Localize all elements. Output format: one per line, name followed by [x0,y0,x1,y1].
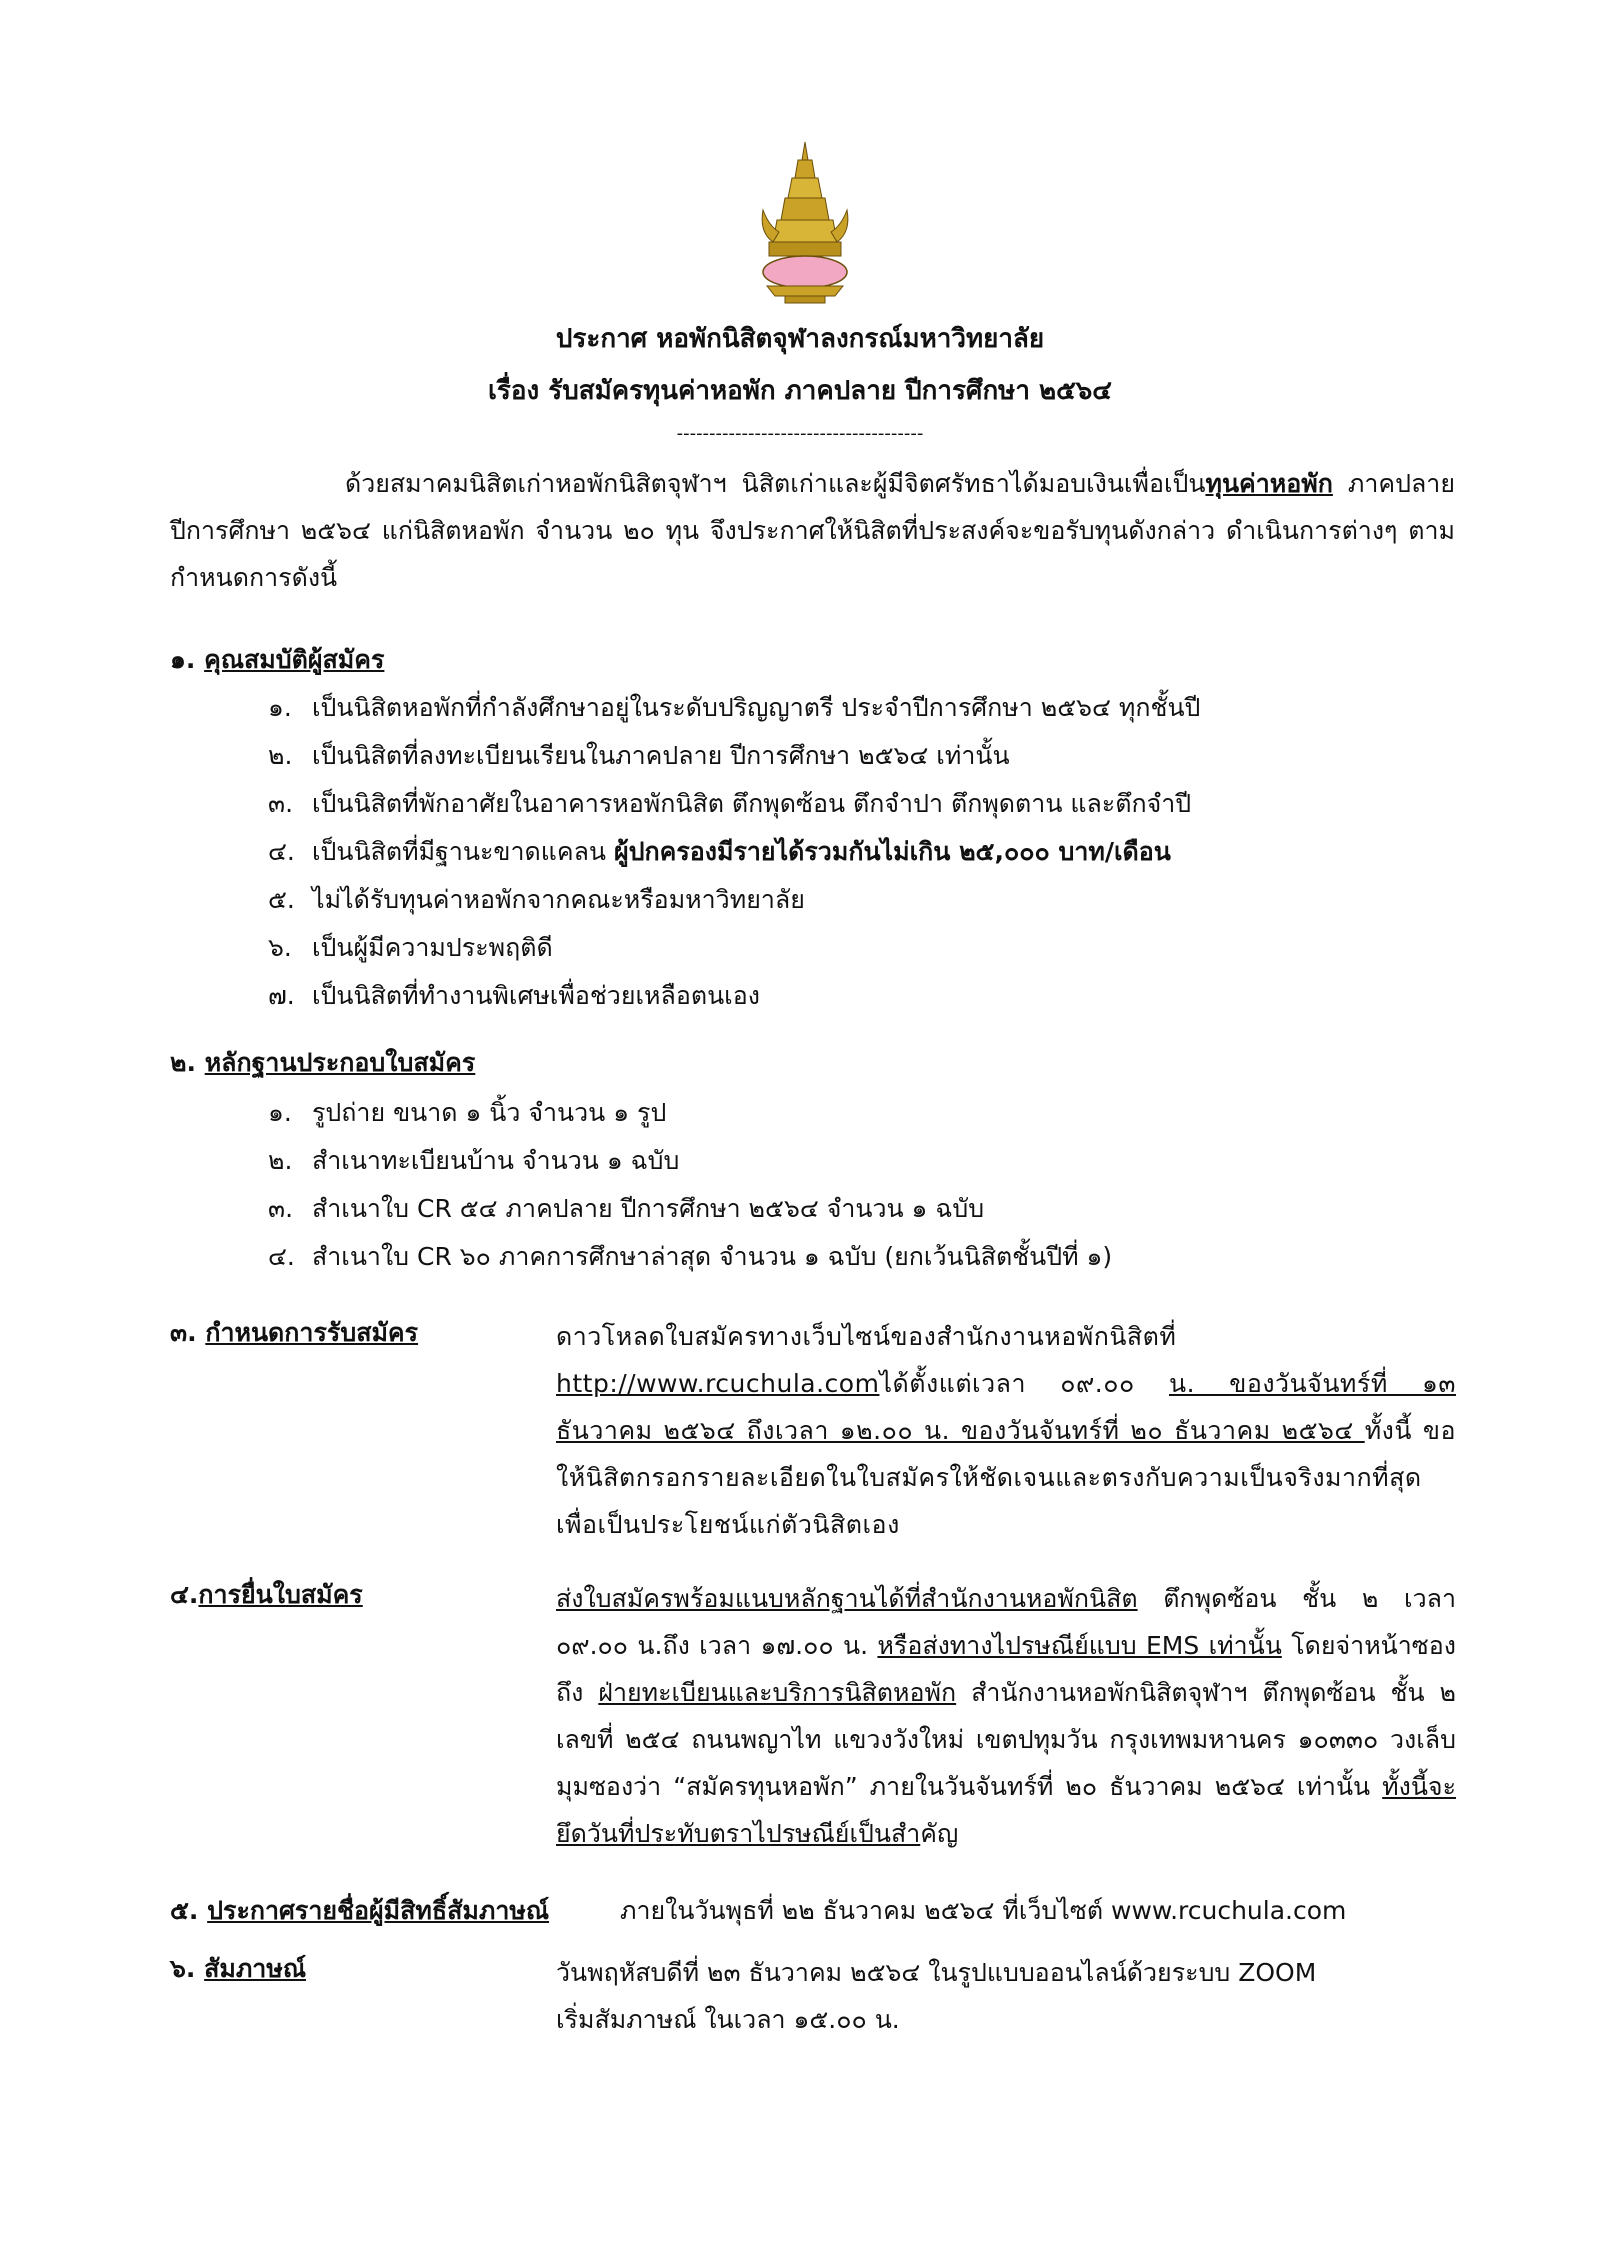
item-number: ๓. [268,789,294,818]
section2-title: หลักฐานประกอบใบสมัคร [204,1048,476,1077]
section3-title: กำหนดการรับสมัคร [205,1318,419,1347]
section2-item [268,1093,666,1133]
section4-text-4: คัญ [920,1819,959,1848]
section1-item [268,880,805,920]
item-number: ๑. [268,1098,292,1127]
section1-item [268,832,1171,872]
section3-body [556,1313,1456,1548]
item-income-limit: ผู้ปกครองมีรายได้รวมกันไม่เกิน ๒๕,๐๐๐ บาท/เดือน [613,837,1171,866]
section4-postmark-note: ทั้งนี้จะยึดวันที่ประทับตราไปรษณีย์เป็นสำ [556,1772,1456,1848]
section4-ems-only: หรือส่งทางไปรษณีย์แบบ EMS เท่านั้น [877,1631,1282,1660]
section4-text-3: สำนักงานหอพักนิสิตจุฬาฯ ตึกพุดซ้อน ชั้น ๒ เลขที่ ๒๕๔ ถนนพญาไท แขวงวังใหม่ เขตปทุมวัน กรุงเทพมหานคร ๑๐๓๓๐ วงเล็บมุมซองว่า “สมัครทุนหอพัก” ภายในวันจันทร์ที่ ๒๐ ธันวาคม ๒๕๖๔ เท่านั้น [556,1678,1456,1801]
item-number: ๔. [268,1242,295,1271]
section1-item [268,736,1010,776]
section4-body [556,1575,1456,1857]
item-text: เป็นนิสิตหอพักที่กำลังศึกษาอยู่ในระดับปริญญาตรี ประจำปีการศึกษา ๒๕๖๔ ทุกชั้นปี [312,693,1201,722]
item-number: ๔. [268,837,295,866]
intro-text-before: ด้วยสมาคมนิสิตเก่าหอพักนิสิตจุฬาฯ นิสิตเก่าและผู้มีจิตศรัทธาได้มอบเงินเพื่อเป็น [345,469,1206,498]
item-text: เป็นนิสิตที่มีฐานะขาดแคลน [312,837,614,866]
section2-item [268,1141,679,1181]
item-number: ๕. [268,885,295,914]
section2-heading [170,1043,475,1083]
intro-text-after: ภาคปลาย ปีการศึกษา ๒๕๖๔ แก่นิสิตหอพัก จำนวน ๒๐ ทุน จึงประกาศให้นิสิตที่ประสงค์จะขอรับทุนดังกล่าว ดำเนินการต่างๆ ตามกำหนดการดังนี้ [170,469,1455,592]
section5-heading [170,1891,549,1931]
item-text: ไม่ได้รับทุนค่าหอพักจากคณะหรือมหาวิทยาลัย [312,885,805,914]
section6-title: สัมภาษณ์ [204,1954,307,1983]
section2-item [268,1189,984,1229]
item-text: เป็นนิสิตที่พักอาศัยในอาคารหอพักนิสิต ตึกพุดซ้อน ตึกจำปา ตึกพุดตาน และตึกจำปี [312,789,1192,818]
section4-number: ๔. [170,1580,199,1609]
section5-number: ๕. [170,1896,199,1925]
item-text: รูปถ่าย ขนาด ๑ นิ้ว จำนวน ๑ รูป [312,1098,667,1127]
page-subtitle: เรื่อง รับสมัครทุนค่าหอพัก ภาคปลาย ปีการศึกษา ๒๕๖๔ [488,376,1112,406]
section3-text-2: ได้ตั้งแต่เวลา ๐๙.๐๐ [879,1369,1169,1398]
section4-recipient: ฝ่ายทะเบียนและบริการนิสิตหอพัก [598,1678,957,1707]
section1-title: คุณสมบัติผู้สมัคร [204,645,385,674]
section1-item [268,688,1200,728]
item-text: เป็นนิสิตที่ทำงานพิเศษเพื่อช่วยเหลือตนเอง [312,981,760,1010]
item-number: ๗. [268,981,295,1010]
emblem-svg [755,140,855,305]
section4-submit-location: ส่งใบสมัครพร้อมแนบหลักฐานได้ที่สำนักงานหอพักนิสิต [556,1584,1138,1613]
section4-heading [170,1575,363,1615]
section1-item [268,928,553,968]
item-number: ๖. [268,933,292,962]
chulalongkorn-emblem-icon [755,140,855,305]
item-text: สำเนาใบ CR ๕๔ ภาคปลาย ปีการศึกษา ๒๕๖๔ จำนวน ๑ ฉบับ [312,1194,985,1223]
section6-heading [170,1949,306,1989]
section6-number: ๖. [170,1954,196,1983]
item-number: ๒. [268,741,293,770]
section3-text-3: ทั้งนี้ ขอให้นิสิตกรอกรายละเอียดในใบสมัครให้ชัดเจนและตรงกับความเป็นจริงมากที่สุดเพื่อเป็นประโยชน์แก่ตัวนิสิตเอง [556,1416,1456,1539]
section6-line2: เริ่มสัมภาษณ์ ในเวลา ๑๕.๐๐ น. [556,2005,900,2034]
section4-text-2: โดยจ่าหน้าซองถึง [556,1631,1456,1707]
section6-line1: วันพฤหัสบดีที่ ๒๓ ธันวาคม ๒๕๖๔ ในรูปแบบออนไลน์ด้วยระบบ ZOOM [556,1958,1317,1987]
section3-text-1: ดาวโหลดใบสมัครทางเว็บไซน์ของสำนักงานหอพักนิสิตที่ [556,1322,1177,1351]
section2-number: ๒. [170,1048,196,1077]
section4-title: การยื่นใบสมัคร [198,1580,363,1609]
item-text: เป็นนิสิตที่ลงทะเบียนเรียนในภาคปลาย ปีการศึกษา ๒๕๖๔ เท่านั้น [312,741,1010,770]
intro-paragraph [170,460,1455,601]
section1-item [268,784,1191,824]
rcuchula-link[interactable]: http://www.rcuchula.com [556,1369,880,1398]
section6-body [556,1949,1456,2043]
section1-item [268,976,760,1016]
section5-title: ประกาศรายชื่อผู้มีสิทธิ์สัมภาษณ์ [207,1896,550,1925]
item-text: เป็นผู้มีความประพฤติดี [312,933,553,962]
section1-heading [170,640,384,680]
item-number: ๑. [268,693,292,722]
page-title: ประกาศ หอพักนิสิตจุฬาลงกรณ์มหาวิทยาลัย [555,324,1045,354]
title-separator: -------------------------------------- [676,423,924,444]
section2-item [268,1237,1112,1277]
section4-text-1: ตึกพุดซ้อน ชั้น ๒ เวลา ๐๙.๐๐ น.ถึง เวลา ๑๗.๐๐ น. [556,1584,1456,1660]
section3-heading [170,1313,418,1353]
section5-text: ภายในวันพุธที่ ๒๒ ธันวาคม ๒๕๖๔ ที่เว็บไซต์ www.rcuchula.com [620,1896,1347,1925]
section3-number: ๓. [170,1318,197,1347]
section3-dates: น. ของวันจันทร์ที่ ๑๓ ธันวาคม ๒๕๖๔ ถึงเวลา ๑๒.๐๐ น. ของวันจันทร์ที่ ๒๐ ธันวาคม ๒๕๖๔ [556,1369,1456,1445]
item-text: สำเนาใบ CR ๖๐ ภาคการศึกษาล่าสุด จำนวน ๑ ฉบับ (ยกเว้นนิสิตชั้นปีที่ ๑) [312,1242,1113,1271]
intro-scholarship-term: ทุนค่าหอพัก [1205,469,1333,498]
item-text: สำเนาทะเบียนบ้าน จำนวน ๑ ฉบับ [312,1146,680,1175]
section1-number: ๑. [170,645,196,674]
item-number: ๒. [268,1146,293,1175]
item-number: ๓. [268,1194,294,1223]
